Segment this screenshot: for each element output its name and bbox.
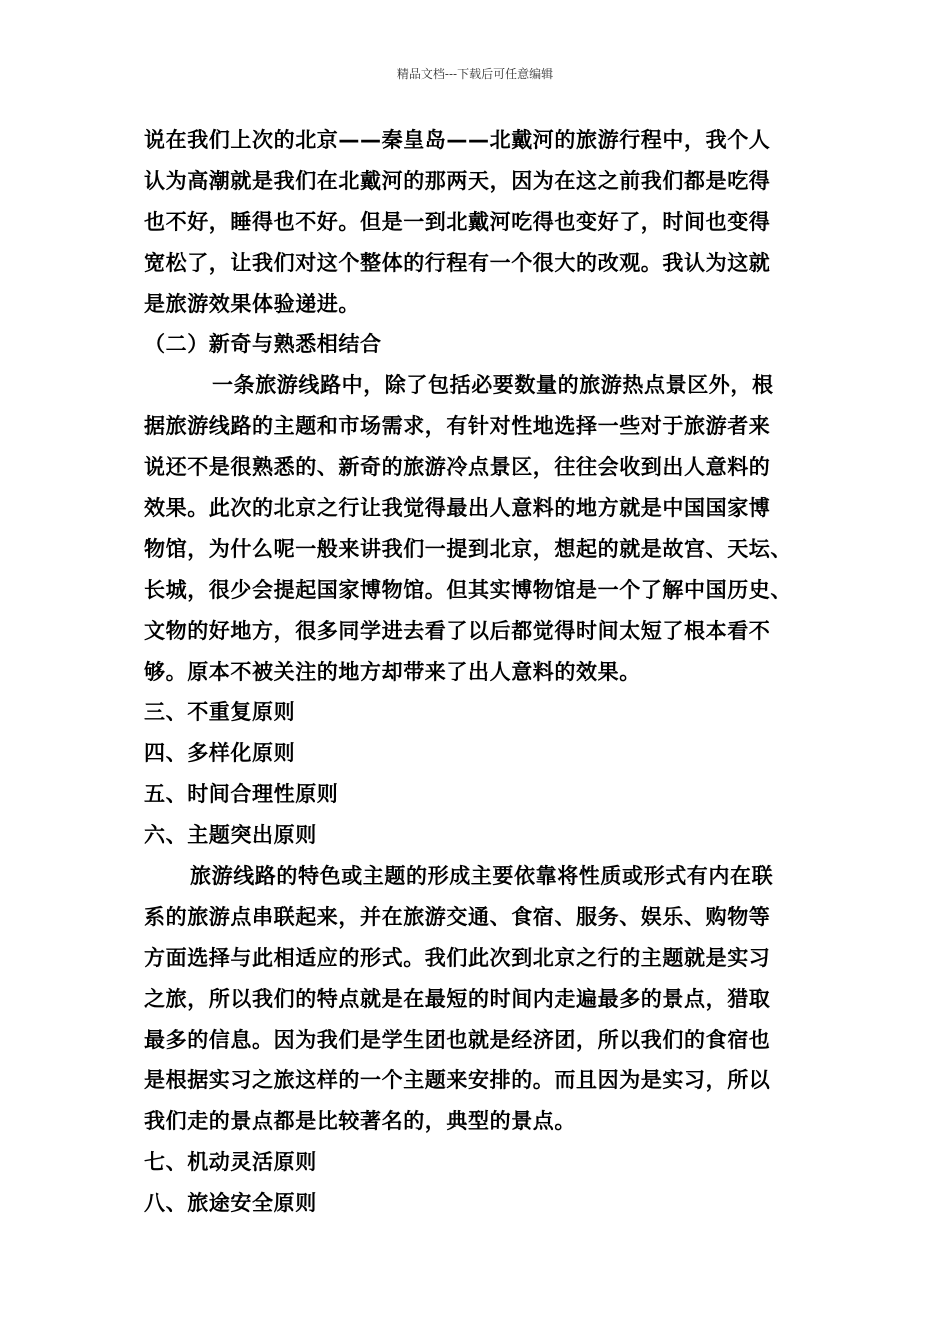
paragraph-line: 据旅游线路的主题和市场需求，有针对性地选择一些对于旅游者来: [144, 414, 771, 439]
paragraph-line: 系的旅游点串联起来，并在旅游交通、食宿、服务、娱乐、购物等: [144, 904, 771, 929]
principle-heading: 六、主题突出原则: [144, 823, 317, 848]
paragraph-line: 说还不是很熟悉的、新奇的旅游冷点景区，往往会收到出人意料的: [144, 455, 771, 480]
paragraph-line: 我们走的景点都是比较著名的，典型的景点。: [144, 1109, 576, 1134]
paragraph-line: 旅游线路的特色或主题的形成主要依靠将性质或形式有内在联: [190, 864, 774, 889]
paragraph-line: 方面选择与此相适应的形式。我们此次到北京之行的主题就是实习: [144, 945, 771, 970]
paragraph-line: 说在我们上次的北京——秦皇岛——北戴河的旅游行程中，我个人: [144, 128, 771, 152]
principle-heading: 八、旅途安全原则: [144, 1191, 317, 1216]
paragraph-line: 最多的信息。因为我们是学生团也就是经济团，所以我们的食宿也: [144, 1027, 771, 1052]
section-heading: （二）新奇与熟悉相结合: [144, 332, 382, 357]
paragraph-line: 宽松了，让我们对这个整体的行程有一个很大的改观。我认为这就: [144, 250, 771, 275]
paragraph-line: 之旅，所以我们的特点就是在最短的时间内走遍最多的景点，猎取: [144, 986, 771, 1011]
paragraph-line: 认为高潮就是我们在北戴河的那两天，因为在这之前我们都是吃得: [144, 168, 771, 193]
principle-heading: 四、多样化原则: [144, 741, 296, 766]
paragraph-line: 够。原本不被关注的地方却带来了出人意料的效果。: [144, 659, 641, 684]
principle-heading: 五、时间合理性原则: [144, 782, 339, 807]
paragraph-line: 也不好，睡得也不好。但是一到北戴河吃得也变好了，时间也变得: [144, 209, 771, 234]
paragraph-line: 文物的好地方，很多同学进去看了以后都觉得时间太短了根本看不: [144, 618, 771, 643]
paragraph-line: 效果。此次的北京之行让我觉得最出人意料的地方就是中国国家博: [144, 496, 771, 521]
paragraph-line: 是旅游效果体验递进。: [144, 291, 360, 316]
principle-heading: 七、机动灵活原则: [144, 1150, 317, 1175]
page-header: 精品文档---下载后可任意编辑: [396, 67, 554, 81]
document-body: [144, 120, 834, 1224]
paragraph-line: 一条旅游线路中，除了包括必要数量的旅游热点景区外，根: [212, 373, 774, 398]
paragraph-line: 物馆，为什么呢一般来讲我们一提到北京，想起的就是故宫、天坛、: [144, 536, 792, 561]
paragraph-line: 是根据实习之旅这样的一个主题来安排的。而且因为是实习，所以: [144, 1068, 771, 1093]
principle-heading: 三、不重复原则: [144, 700, 296, 725]
paragraph-line: 长城，很少会提起国家博物馆。但其实博物馆是一个了解中国历史、: [144, 577, 792, 602]
